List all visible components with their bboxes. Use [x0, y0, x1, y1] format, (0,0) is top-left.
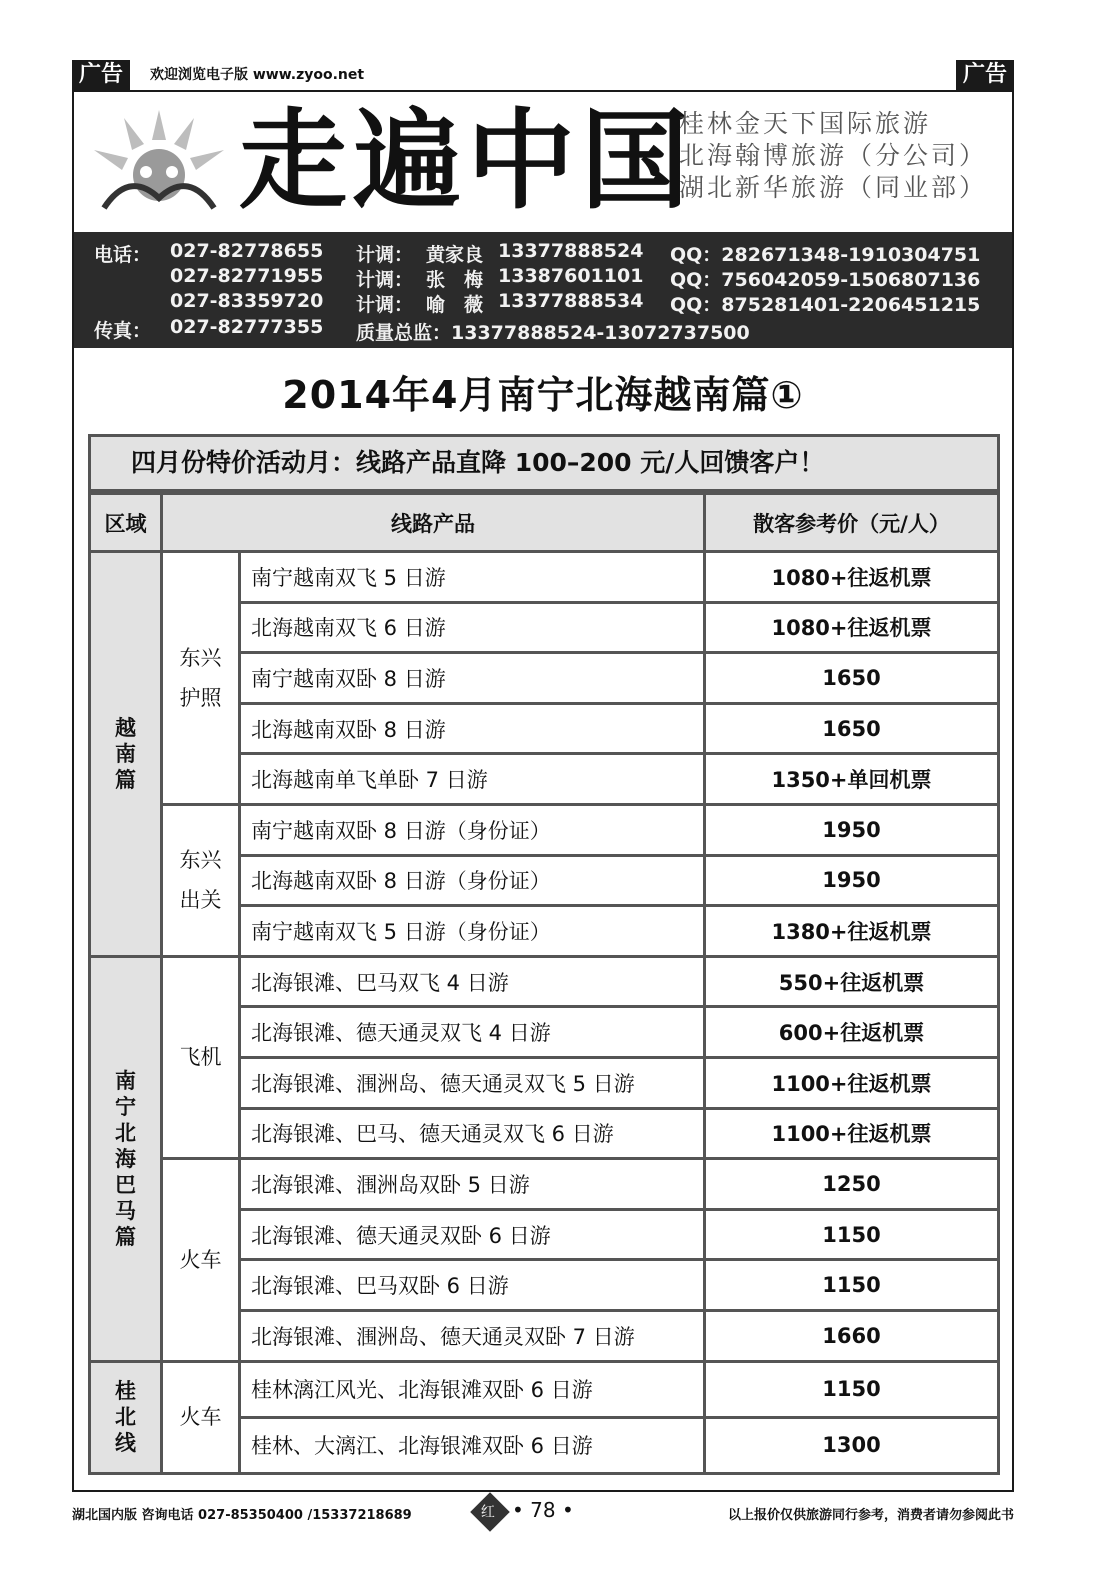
transport-dongxing-exit-label: 东兴出关 [179, 848, 222, 913]
price-cell: 1100+往返机票 [705, 1108, 999, 1159]
planner-name-1: 黄家良 [426, 244, 484, 266]
page-number-block [476, 1498, 596, 1528]
ad-label-left: 广告 [72, 60, 130, 90]
region-guibei-label: 桂北线 [115, 1379, 136, 1455]
brand-title: 走遍中国 [239, 98, 696, 224]
welcome-text: 欢迎浏览电子版 www.zyoo.net [150, 67, 365, 83]
contact-panel [74, 232, 1012, 348]
table-row [90, 1361, 999, 1417]
route-cell: 北海银滩、涠洲岛、德天通灵双飞 5 日游 [240, 1057, 705, 1108]
planner-phone-3: 13377888534 [498, 290, 644, 312]
table-row [90, 552, 999, 603]
route-cell: 北海越南双飞 6 日游 [240, 602, 705, 653]
planner-phone-1: 13377888524 [498, 240, 644, 262]
price-cell: 1300 [705, 1417, 999, 1473]
page-number: • 78 • [512, 1498, 574, 1522]
table-header-row [90, 494, 999, 552]
route-cell: 北海银滩、巴马、德天通灵双飞 6 日游 [240, 1108, 705, 1159]
qq-2: QQ：756042059-1506807136 [670, 269, 981, 291]
table-row [90, 1159, 999, 1210]
route-cell: 北海越南单飞单卧 7 日游 [240, 754, 705, 805]
region-vietnam-label: 越南篇 [115, 715, 136, 792]
route-cell: 北海银滩、巴马双卧 6 日游 [240, 1260, 705, 1311]
transport-dongxing-exit [162, 804, 240, 956]
price-cell: 1080+往返机票 [705, 552, 999, 603]
quality-supervisor: 质量总监：13377888524-13072737500 [356, 322, 750, 344]
route-cell: 北海银滩、涠洲岛双卧 5 日游 [240, 1159, 705, 1210]
badge-text: 红 [480, 1504, 495, 1521]
brand-banner [74, 92, 1012, 232]
header-region: 区域 [90, 494, 162, 552]
ad-label-right: 广告 [956, 60, 1014, 90]
planner-label-3: 计调： [356, 294, 414, 316]
planner-label-2: 计调： [356, 269, 414, 291]
planner-name-3: 喻 薇 [426, 294, 484, 316]
route-cell: 桂林、大漓江、北海银滩双卧 6 日游 [240, 1417, 705, 1473]
route-cell: 北海银滩、德天通灵双卧 6 日游 [240, 1209, 705, 1260]
route-cell: 南宁越南双飞 5 日游 [240, 552, 705, 603]
price-cell: 1350+单回机票 [705, 754, 999, 805]
phone-1: 027-82778655 [170, 240, 324, 262]
price-cell: 1650 [705, 703, 999, 754]
transport-train-2: 火车 [162, 1361, 240, 1473]
table-row [90, 804, 999, 855]
price-cell: 1650 [705, 653, 999, 704]
header-price: 散客参考价（元/人） [705, 494, 999, 552]
route-cell: 桂林漓江风光、北海银滩双卧 6 日游 [240, 1361, 705, 1417]
route-cell: 南宁越南双卧 8 日游（身份证） [240, 804, 705, 855]
fax-label: 传真： [94, 320, 152, 342]
route-cell: 南宁越南双飞 5 日游（身份证） [240, 906, 705, 957]
price-cell: 550+往返机票 [705, 956, 999, 1007]
region-guibei [90, 1361, 162, 1473]
planner-name-2: 张 梅 [426, 269, 484, 291]
transport-plane: 飞机 [162, 956, 240, 1158]
price-cell: 1380+往返机票 [705, 906, 999, 957]
phone-3: 027-83359720 [170, 290, 324, 312]
price-cell: 1950 [705, 855, 999, 906]
region-bama-label: 南宁北海巴马篇 [115, 1068, 136, 1249]
route-cell: 北海银滩、德天通灵双飞 4 日游 [240, 1007, 705, 1058]
planner-label-1: 计调： [356, 244, 414, 266]
transport-train-1: 火车 [162, 1159, 240, 1361]
footer-disclaimer: 以上报价仅供旅游同行参考，消费者请勿参阅此书 [727, 1508, 1014, 1523]
tel-label: 电话： [94, 244, 152, 266]
phone-2: 027-82771955 [170, 265, 324, 287]
price-cell: 1250 [705, 1159, 999, 1210]
region-bama [90, 956, 162, 1361]
agency-2: 北海翰博旅游（分公司） [679, 141, 988, 170]
promo-banner: 四月份特价活动月：线路产品直降 100–200 元/人回馈客户！ [88, 434, 1000, 492]
qq-1: QQ：282671348-1910304751 [670, 244, 981, 266]
price-cell: 600+往返机票 [705, 1007, 999, 1058]
price-table [88, 492, 1000, 1475]
price-cell: 1150 [705, 1361, 999, 1417]
route-cell: 北海越南双卧 8 日游（身份证） [240, 855, 705, 906]
planner-phone-2: 13387601101 [498, 265, 644, 287]
agency-3: 湖北新华旅游（同业部） [679, 173, 988, 202]
footer-edition-info: 湖北国内版 咨询电话 027-85350400 /15337218689 [72, 1508, 412, 1523]
advertisement-frame [72, 90, 1014, 1492]
price-cell: 1150 [705, 1209, 999, 1260]
qq-3: QQ：875281401-2206451215 [670, 294, 981, 316]
region-vietnam [90, 552, 162, 957]
price-cell: 1150 [705, 1260, 999, 1311]
route-cell: 北海银滩、涠洲岛、德天通灵双卧 7 日游 [240, 1310, 705, 1361]
sun-logo-icon [84, 100, 234, 220]
price-cell: 1080+往返机票 [705, 602, 999, 653]
header-route: 线路产品 [162, 494, 705, 552]
route-cell: 北海越南双卧 8 日游 [240, 703, 705, 754]
table-row [90, 956, 999, 1007]
red-badge-icon [470, 1492, 510, 1532]
price-cell: 1660 [705, 1310, 999, 1361]
price-cell: 1100+往返机票 [705, 1057, 999, 1108]
agency-list [679, 108, 987, 204]
price-cell: 1950 [705, 804, 999, 855]
fax-number: 027-82777355 [170, 316, 324, 338]
page-title: 2014年4月南宁北海越南篇① [282, 373, 804, 417]
route-cell: 南宁越南双卧 8 日游 [240, 653, 705, 704]
route-cell: 北海银滩、巴马双飞 4 日游 [240, 956, 705, 1007]
transport-dongxing-passport-label: 东兴护照 [179, 645, 222, 710]
transport-dongxing-passport [162, 552, 240, 805]
agency-1: 桂林金天下国际旅游 [679, 109, 932, 138]
